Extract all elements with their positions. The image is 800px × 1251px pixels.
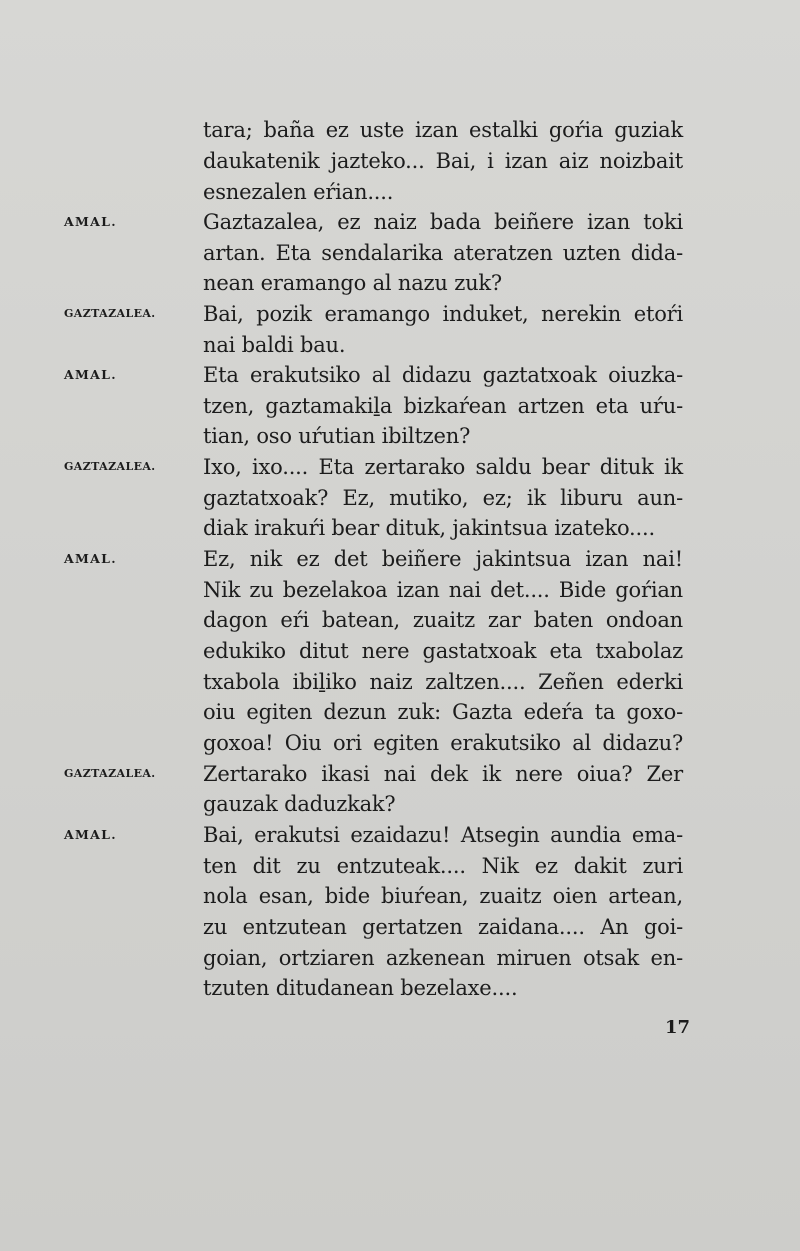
text-line: goian, ortziaren azkenean miruen otsak en- — [203, 946, 683, 970]
speaker-label: AMAL. — [64, 551, 117, 566]
text-line: artan. Eta sendalarika ateratzen uzten dida- — [203, 241, 683, 265]
text-line: gaztatxoak? Ez, mutiko, ez; ik liburu aun- — [203, 486, 683, 510]
speaker-label: AMAL. — [64, 214, 117, 229]
text-line: tzen, gaztamakiḻa bizkaŕean artzen eta uŕu- — [203, 394, 683, 418]
speaker-label: AMAL. — [64, 367, 117, 382]
text-line: nean eramango al nazu zuk? — [203, 271, 502, 295]
text-line: Ixo, ixo.... Eta zertarako saldu bear dituk ik — [203, 455, 683, 479]
text-line: diak irakuŕi bear dituk, jakintsua izateko.... — [203, 516, 655, 540]
text-line: nola esan, bide biuŕean, zuaitz oien artean, — [203, 884, 683, 908]
speaker-label: AMAL. — [64, 827, 117, 842]
text-line: Ez, nik ez det beiñere jakintsua izan nai! — [203, 547, 683, 571]
text-line: tara; baña ez uste izan estalki goŕia guziak — [203, 118, 683, 142]
text-line: oiu egiten dezun zuk: Gazta edeŕa ta goxo- — [203, 700, 683, 724]
text-line: Bai, erakutsi ezaidazu! Atsegin aundia ema- — [203, 823, 683, 847]
text-line: Gaztazalea, ez naiz bada beiñere izan toki — [203, 210, 683, 234]
speaker-label: GAZTAZALEA. — [64, 460, 156, 473]
text-line: gauzak daduzkak? — [203, 792, 396, 816]
text-line: Zertarako ikasi nai dek ik nere oiua? Zer — [203, 762, 683, 786]
text-line: tzuten ditudanean bezelaxe.... — [203, 976, 518, 1000]
text-line: edukiko ditut nere gastatxoak eta txabolaz — [203, 639, 683, 663]
text-line: Nik zu bezelakoa izan nai det.... Bide goŕian — [203, 578, 683, 602]
text-line: txabola ibiḻiko naiz zaltzen.... Zeñen ederki — [203, 670, 683, 694]
text-line: Bai, pozik eramango induket, nerekin etoŕi — [203, 302, 683, 326]
text-line: ten dit zu entzuteak.... Nik ez dakit zuri — [203, 854, 683, 878]
text-line: goxoa! Oiu ori egiten erakutsiko al didazu? — [203, 731, 683, 755]
text-line: dagon eŕi batean, zuaitz zar baten ondoan — [203, 608, 683, 632]
text-line: nai baldi bau. — [203, 333, 346, 357]
text-line: zu entzutean gertatzen zaidana.... An goi- — [203, 915, 683, 939]
text-line: Eta erakutsiko al didazu gaztatxoak oiuzka- — [203, 363, 683, 387]
text-line: tian, oso uŕutian ibiltzen? — [203, 424, 471, 448]
speaker-label: GAZTAZALEA. — [64, 307, 156, 320]
text-line: esnezalen eŕian.... — [203, 180, 394, 204]
speaker-label: GAZTAZALEA. — [64, 767, 156, 780]
text-line: daukatenik jazteko... Bai, i izan aiz noizbait — [203, 149, 683, 173]
page-number: 17 — [665, 1017, 691, 1038]
